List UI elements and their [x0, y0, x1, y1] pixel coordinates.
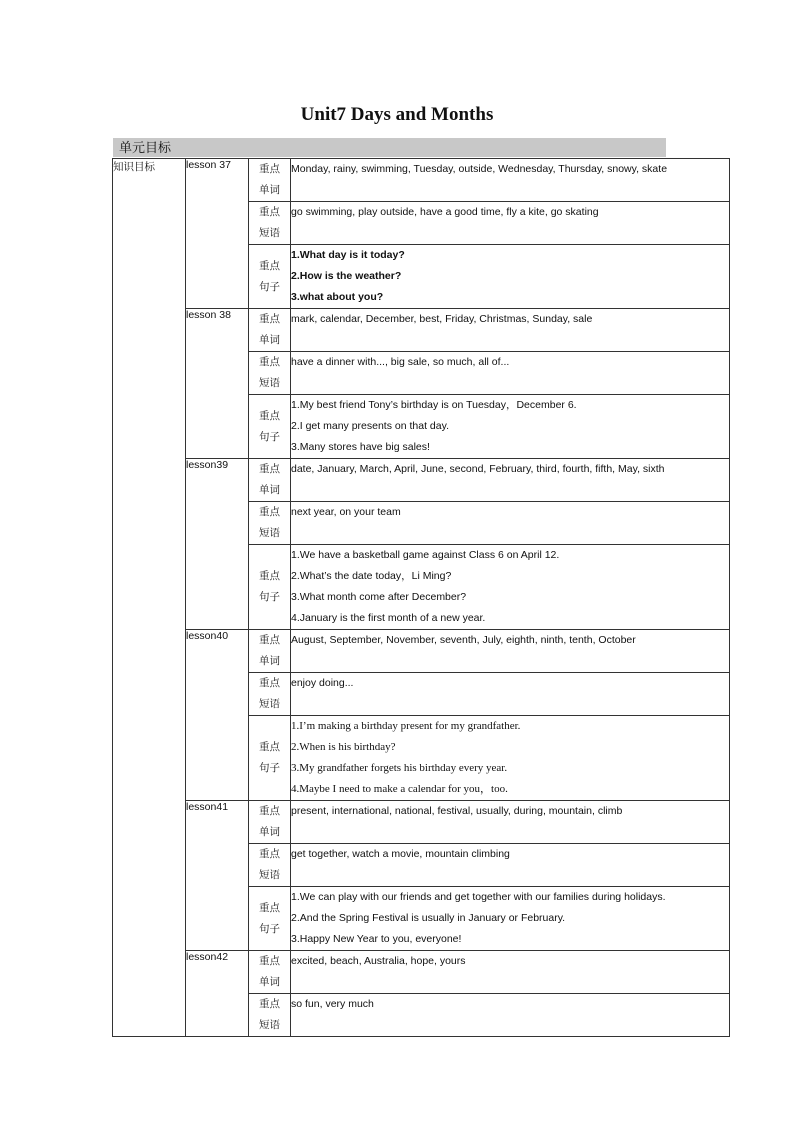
content-line: 4.January is the first month of a new year.	[291, 612, 486, 624]
content-line: go swimming, play outside, have a good time, fly a kite, go skating	[291, 206, 599, 218]
row-content-cell	[291, 352, 730, 395]
row-type-line: 单词	[259, 184, 280, 196]
row-type-line: 单词	[259, 655, 280, 667]
content-line: 2.I get many presents on that day.	[291, 420, 449, 432]
content-line: 3.Happy New Year to you, everyone!	[291, 933, 462, 945]
row-content-cell	[291, 245, 730, 309]
content-line: Monday, rainy, swimming, Tuesday, outside, Wednesday, Thursday, snowy, skate	[291, 163, 668, 175]
table-row	[113, 951, 730, 994]
row-type-line: 句子	[259, 922, 280, 935]
row-content-cell	[291, 716, 730, 801]
lesson-table-body	[113, 159, 730, 1037]
row-content-cell	[291, 459, 730, 502]
content-line: 1.We have a basketball game against Class 6 on April 12.	[291, 549, 560, 561]
row-type-line: 短语	[259, 1019, 280, 1031]
row-type-line: 重点	[259, 901, 280, 914]
lesson-name-cell: lesson39	[186, 459, 249, 630]
row-type-line: 重点	[259, 741, 280, 753]
row-type-cell	[249, 887, 291, 951]
row-type-line: 重点	[259, 677, 280, 689]
content-line: next year, on your team	[291, 506, 401, 518]
row-type-cell	[249, 309, 291, 352]
row-content-cell	[291, 309, 730, 352]
row-content-cell	[291, 395, 730, 459]
row-type-line: 重点	[259, 259, 280, 272]
lesson-table	[112, 158, 730, 1037]
section-header: 单元目标	[113, 138, 666, 157]
content-line: enjoy doing...	[291, 677, 354, 689]
row-type-line: 单词	[259, 976, 280, 988]
row-type-cell	[249, 951, 291, 994]
row-type-cell	[249, 630, 291, 673]
row-type-line: 重点	[259, 506, 280, 518]
row-type-line: 短语	[259, 527, 280, 539]
content-line: August, September, November, seventh, July, eighth, ninth, tenth, October	[291, 634, 636, 646]
row-type-cell	[249, 545, 291, 630]
lesson-name-cell: lesson42	[186, 951, 249, 1037]
row-type-line: 重点	[259, 805, 280, 817]
content-line: 2.How is the weather?	[291, 270, 402, 282]
content-line: 1.What day is it today?	[291, 249, 405, 261]
content-line: date, January, March, April, June, second, February, third, fourth, fifth, May, sixth	[291, 463, 665, 475]
row-type-cell	[249, 245, 291, 309]
row-type-cell	[249, 352, 291, 395]
row-type-line: 短语	[259, 227, 280, 239]
row-type-cell	[249, 716, 291, 801]
row-type-line: 短语	[259, 869, 280, 881]
lesson-name-cell: lesson40	[186, 630, 249, 801]
row-type-line: 重点	[259, 313, 280, 325]
row-content-cell	[291, 202, 730, 245]
row-type-cell	[249, 844, 291, 887]
content-line: 1.My best friend Tony’s birthday is on Tuesday，December 6.	[291, 399, 577, 411]
row-type-line: 句子	[259, 591, 280, 603]
row-type-line: 重点	[259, 356, 280, 368]
row-type-line: 句子	[259, 762, 280, 774]
content-line: 1.I’m making a birthday present for my grandfather.	[291, 720, 521, 732]
row-type-line: 重点	[259, 163, 280, 175]
row-content-cell	[291, 673, 730, 716]
table-row	[113, 459, 730, 502]
row-type-cell	[249, 502, 291, 545]
row-content-cell	[291, 630, 730, 673]
content-line: present, international, national, festival, usually, during, mountain, climb	[291, 805, 623, 817]
content-line: 3.Many stores have big sales!	[291, 441, 430, 453]
row-type-cell	[249, 202, 291, 245]
table-row	[113, 630, 730, 673]
category-cell: 知识目标	[113, 159, 186, 1037]
table-row	[113, 309, 730, 352]
content-line: excited, beach, Australia, hope, yours	[291, 955, 466, 967]
row-type-cell	[249, 395, 291, 459]
row-type-line: 重点	[259, 848, 280, 860]
content-line: 4.Maybe I need to make a calendar for you，too.	[291, 783, 508, 795]
content-line: 2.When is his birthday?	[291, 741, 396, 753]
row-type-line: 句子	[259, 280, 280, 293]
row-type-line: 句子	[259, 430, 280, 443]
content-line: get together, watch a movie, mountain climbing	[291, 848, 510, 860]
content-line: 3.What month come after December?	[291, 591, 467, 603]
row-content-cell	[291, 502, 730, 545]
content-line: 3.what about you?	[291, 291, 384, 303]
row-content-cell	[291, 801, 730, 844]
row-content-cell	[291, 159, 730, 202]
row-type-line: 重点	[259, 409, 280, 422]
table-row	[113, 801, 730, 844]
content-line: have a dinner with..., big sale, so much, all of...	[291, 356, 510, 368]
row-type-line: 重点	[259, 634, 280, 646]
row-type-line: 重点	[259, 998, 280, 1010]
row-type-line: 单词	[259, 484, 280, 496]
row-content-cell	[291, 545, 730, 630]
row-content-cell	[291, 994, 730, 1037]
row-type-line: 单词	[259, 826, 280, 838]
lesson-name-cell: lesson 38	[186, 309, 249, 459]
content-line: 2.And the Spring Festival is usually in January or February.	[291, 912, 566, 924]
row-type-cell	[249, 673, 291, 716]
content-line: 2.What’s the date today，Li Ming?	[291, 570, 452, 582]
content-line: 3.My grandfather forgets his birthday every year.	[291, 762, 508, 774]
row-type-cell	[249, 159, 291, 202]
content-line: 1.We can play with our friends and get together with our families during holidays.	[291, 891, 666, 903]
row-type-line: 重点	[259, 206, 280, 218]
row-type-cell	[249, 801, 291, 844]
row-type-cell	[249, 994, 291, 1037]
lesson-name-cell: lesson 37	[186, 159, 249, 309]
row-type-line: 单词	[259, 334, 280, 346]
row-content-cell	[291, 887, 730, 951]
content-line: mark, calendar, December, best, Friday, Christmas, Sunday, sale	[291, 313, 593, 325]
row-type-line: 短语	[259, 698, 280, 710]
content-line: so fun, very much	[291, 998, 374, 1010]
row-type-cell	[249, 459, 291, 502]
page-title: Unit7 Days and Months	[300, 104, 494, 125]
row-content-cell	[291, 951, 730, 994]
row-type-line: 短语	[259, 377, 280, 389]
lesson-name-cell: lesson41	[186, 801, 249, 951]
row-type-line: 重点	[259, 955, 280, 967]
row-content-cell	[291, 844, 730, 887]
table-row	[113, 159, 730, 202]
row-type-line: 重点	[259, 570, 280, 582]
row-type-line: 重点	[259, 463, 280, 475]
